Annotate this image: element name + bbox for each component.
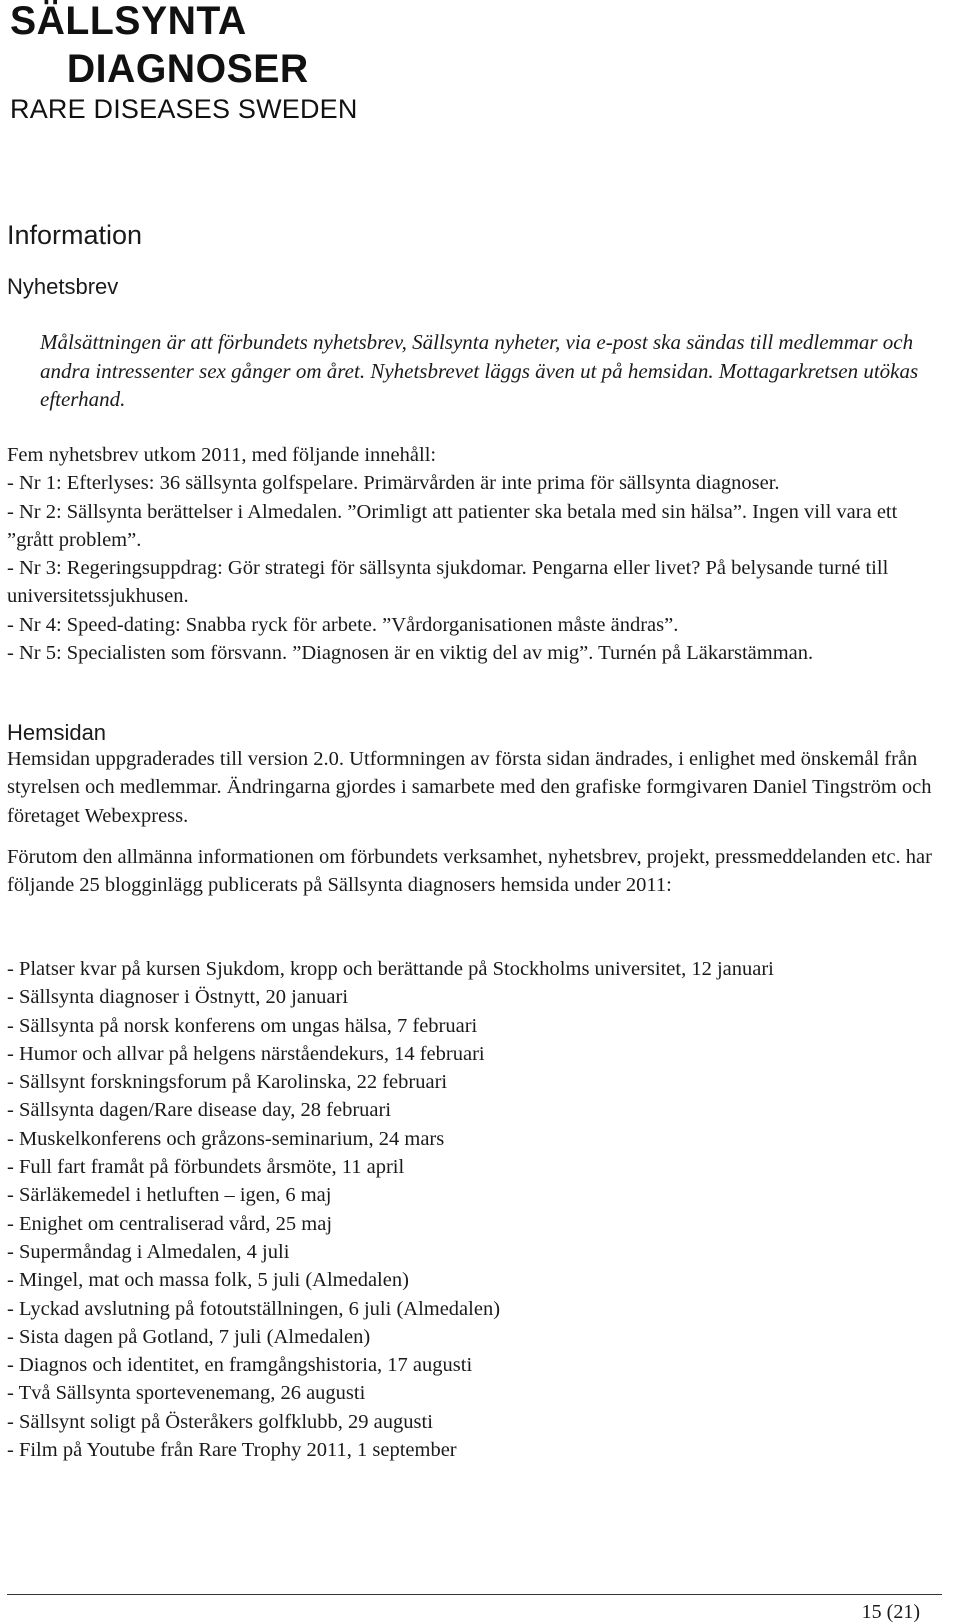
list-item: - Humor och allvar på helgens närståendekurs, 14 februari — [7, 1042, 485, 1065]
list-item: - Diagnos och identitet, en framgångshistoria, 17 augusti — [7, 1354, 473, 1377]
newsletter-issue: - Nr 2: Sällsynta berättelser i Almedalen. ”Orimligt att patienter ska betala med sin hälsa”. Ingen vill vara ett ”grått problem”. — [7, 500, 898, 551]
website-heading: Hemsidan — [7, 720, 107, 745]
list-item: - Enighet om centraliserad vård, 25 maj — [7, 1212, 333, 1235]
website-paragraph-1: Hemsidan uppgraderades till version 2.0. Utformningen av första sidan ändrades, i enlighet med önskemål från styrelsen och medlemmar. Ändringarna gjordes i samarbete med den grafiske formgivaren Daniel Tingström och företaget Webexpress. — [7, 748, 932, 827]
page-number: 15 (21) — [861, 1601, 920, 1623]
newsletter-issue: - Nr 4: Speed-dating: Snabba ryck för arbete. ”Vårdorganisationen måste ändras”. — [7, 613, 679, 636]
list-item: - Sällsynta diagnoser i Östnytt, 20 januari — [7, 986, 349, 1009]
list-item: - Full fart framåt på förbundets årsmöte, 11 april — [7, 1156, 405, 1179]
newsletter-summary: Fem nyhetsbrev utkom 2011, med följande innehåll: — [7, 444, 437, 466]
organization-logo — [10, 0, 358, 124]
list-item: - Sista dagen på Gotland, 7 juli (Almedalen) — [7, 1325, 371, 1348]
website-paragraph-2: Förutom den allmänna informationen om förbundets verksamhet, nyhetsbrev, projekt, pressmeddelanden etc. har följande 25 blogginlägg publicerats på Sällsynta diagnosers hemsida under 2011: — [7, 846, 932, 897]
list-item: - Sällsynta på norsk konferens om ungas hälsa, 7 februari — [7, 1014, 478, 1037]
list-item: - Film på Youtube från Rare Trophy 2011, 1 september — [7, 1439, 457, 1462]
logo-line-3: RARE DISEASES SWEDEN — [10, 94, 358, 124]
list-item: - Sällsynt soligt på Österåkers golfklubb, 29 augusti — [7, 1410, 433, 1433]
list-item: - Muskelkonferens och gråzons-seminarium, 24 mars — [7, 1127, 445, 1150]
newsletter-issue: - Nr 1: Efterlyses: 36 sällsynta golfspelare. Primärvården är inte prima för sällsynta diagnoser. — [7, 472, 780, 495]
list-item: - Två Sällsynta sportevenemang, 26 augusti — [7, 1382, 366, 1405]
list-item: - Sällsynta dagen/Rare disease day, 28 februari — [7, 1099, 392, 1122]
logo-line-1: SÄLLSYNTA — [10, 0, 247, 43]
section-title: Information — [7, 220, 143, 250]
list-item: - Mingel, mat och massa folk, 5 juli (Almedalen) — [7, 1269, 409, 1292]
blog-post-list — [7, 955, 947, 1464]
list-item: - Särläkemedel i hetluften – igen, 6 maj — [7, 1184, 332, 1207]
list-item: - Lyckad avslutning på fotoutställningen, 6 juli (Almedalen) — [7, 1297, 501, 1320]
footer-divider — [7, 1594, 942, 1595]
logo-line-2: DIAGNOSER — [66, 47, 309, 91]
list-item: - Platser kvar på kursen Sjukdom, kropp och berättande på Stockholms universitet, 12 januari — [7, 958, 774, 980]
newsletter-issue: - Nr 5: Specialisten som försvann. ”Diagnosen är en viktig del av mig”. Turnén på Läkarstämman. — [7, 642, 814, 665]
list-item: - Sällsynt forskningsforum på Karolinska, 22 februari — [7, 1071, 448, 1094]
newsletter-issue: - Nr 3: Regeringsuppdrag: Gör strategi för sällsynta sjukdomar. Pengarna eller livet? På belysande turné till universitetssjukhusen. — [7, 557, 889, 608]
newsletter-intro: Målsättningen är att förbundets nyhetsbrev, Sällsynta nyheter, via e-post ska sändas till medlemmar och andra intressenter sex gånger om året. Nyhetsbrevet läggs även ut på hemsidan. Mottagarkretsen utökas efterhand. — [40, 330, 919, 411]
newsletter-list — [7, 441, 947, 667]
newsletter-heading: Nyhetsbrev — [7, 274, 119, 299]
list-item: - Supermåndag i Almedalen, 4 juli — [7, 1240, 290, 1263]
